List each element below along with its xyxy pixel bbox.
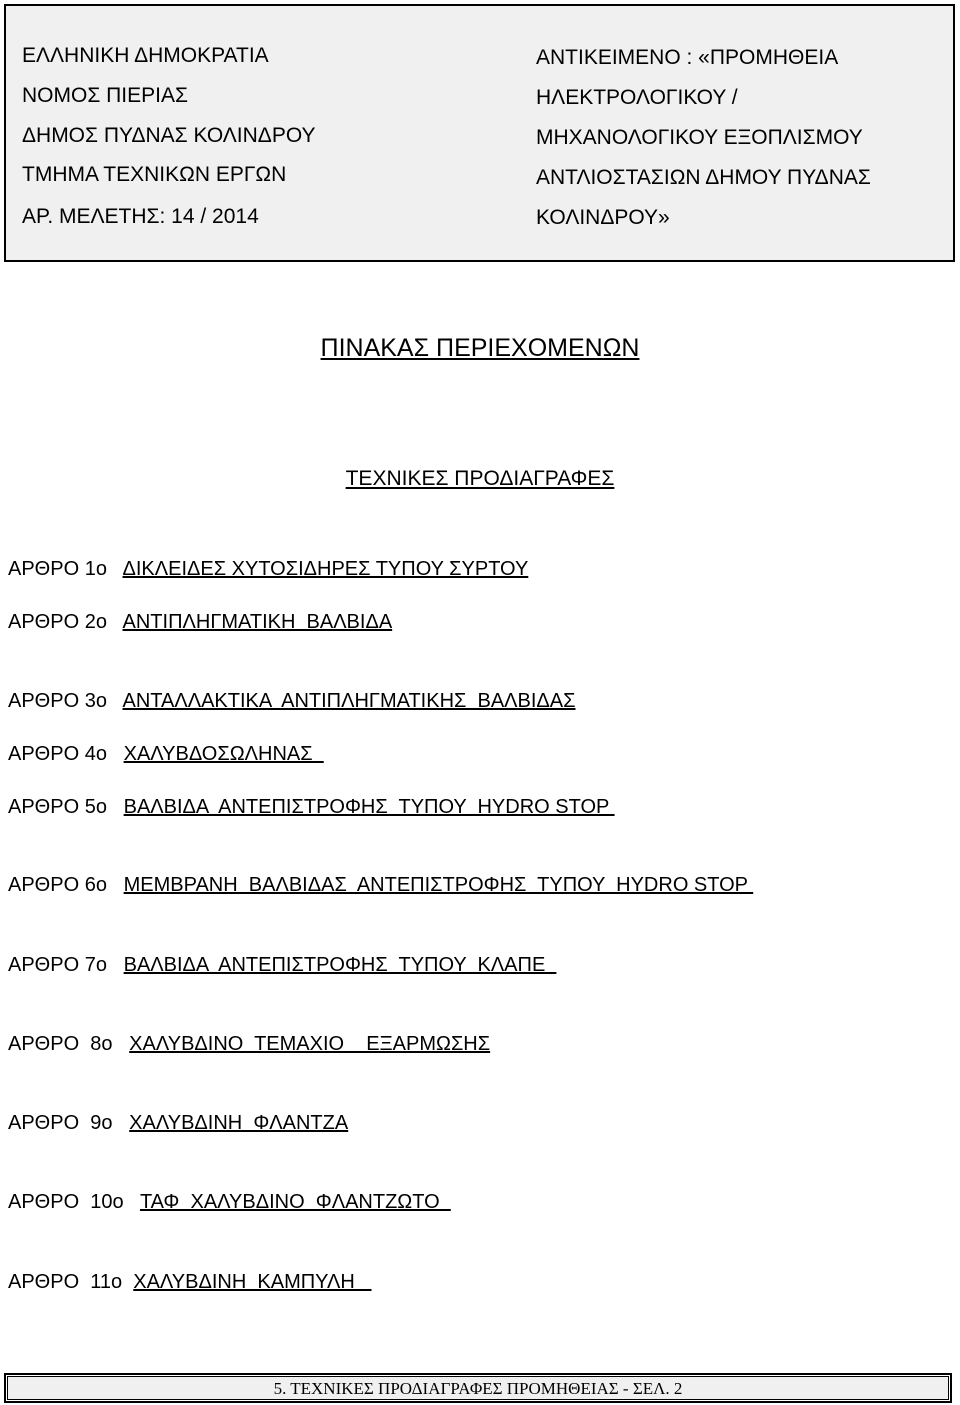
article-number: ΑΡΘΡΟ 5ο bbox=[8, 796, 124, 818]
article-row bbox=[8, 689, 576, 713]
article-number: ΑΡΘΡΟ 11ο bbox=[8, 1271, 134, 1293]
article-number: ΑΡΘΡΟ 9ο bbox=[8, 1112, 130, 1134]
article-number: ΑΡΘΡΟ 4ο bbox=[8, 743, 124, 765]
footer-text: 5. ΤΕΧΝΙΚΕΣ ΠΡΟΔΙΑΓΡΑΦΕΣ ΠΡΟΜΗΘΕΙΑΣ - ΣΕΛ. 2 bbox=[7, 1376, 949, 1400]
header-left-line: ΕΛΛΗΝΙΚΗ ΔΗΜΟΚΡΑΤΙΑ bbox=[22, 44, 269, 67]
article-title: ΒΑΛΒΙΔΑ ΑΝΤΕΠΙΣΤΡΟΦΗΣ ΤΥΠΟΥ HYDRO STOP bbox=[123, 796, 615, 818]
article-title: ΒΑΛΒΙΔΑ ΑΝΤΕΠΙΣΤΡΟΦΗΣ ΤΥΠΟΥ ΚΛΑΠΕ bbox=[123, 954, 557, 976]
header-left-line: ΑΡ. ΜΕΛΕΤΗΣ: 14 / 2014 bbox=[22, 205, 259, 228]
article-number: ΑΡΘΡΟ 6ο bbox=[8, 874, 124, 896]
section-subtitle: ΤΕΧΝΙΚΕΣ ΠΡΟΔΙΑΓΡΑΦΕΣ bbox=[345, 467, 615, 490]
article-row bbox=[8, 742, 324, 766]
article-number: ΑΡΘΡΟ 1ο bbox=[8, 558, 123, 580]
header-right-line: ΚΟΛΙΝΔΡΟΥ» bbox=[536, 206, 670, 229]
article-number: ΑΡΘΡΟ 3ο bbox=[8, 690, 123, 712]
page-title: ΠΙΝΑΚΑΣ ΠΕΡΙΕΧΟΜΕΝΩΝ bbox=[320, 334, 640, 362]
article-title: ΤΑΦ ΧΑΛΥΒΔΙΝΟ ΦΛΑΝΤΖΩΤΟ bbox=[139, 1191, 451, 1213]
article-row bbox=[8, 1111, 348, 1135]
header-left-line: ΔΗΜΟΣ ΠΥΔΝΑΣ ΚΟΛΙΝΔΡΟΥ bbox=[22, 124, 316, 147]
header-left-line: ΤΜΗΜΑ ΤΕΧΝΙΚΩΝ ΕΡΓΩΝ bbox=[22, 163, 287, 186]
article-title: ΔΙΚΛΕΙΔΕΣ ΧΥΤΟΣΙΔΗΡΕΣ ΤΥΠΟΥ ΣΥΡΤΟΥ bbox=[122, 558, 529, 580]
header-left-line: ΝΟΜΟΣ ΠΙΕΡΙΑΣ bbox=[22, 84, 188, 107]
article-title: ΧΑΛΥΒΔΙΝΗ ΦΛΑΝΤΖΑ bbox=[129, 1112, 349, 1134]
article-row bbox=[8, 953, 556, 977]
article-title: ΑΝΤΙΠΛΗΓΜΑΤΙΚΗ ΒΑΛΒΙΔΑ bbox=[122, 611, 393, 633]
article-row bbox=[8, 795, 615, 819]
article-title: ΑΝΤΑΛΛΑΚΤΙΚΑ ΑΝΤΙΠΛΗΓΜΑΤΙΚΗΣ ΒΑΛΒΙΔΑΣ bbox=[122, 690, 576, 712]
article-row bbox=[8, 557, 528, 581]
header-right-line: ΑΝΤΙΚΕΙΜΕΝΟ : «ΠΡΟΜΗΘΕΙΑ bbox=[536, 46, 839, 69]
article-row bbox=[8, 1190, 451, 1214]
article-number: ΑΡΘΡΟ 8ο bbox=[8, 1033, 130, 1055]
article-number: ΑΡΘΡΟ 10ο bbox=[8, 1191, 140, 1213]
article-number: ΑΡΘΡΟ 2ο bbox=[8, 611, 123, 633]
article-row bbox=[8, 873, 753, 897]
header-box bbox=[4, 4, 955, 262]
article-row bbox=[8, 1032, 490, 1056]
article-title: ΧΑΛΥΒΔΟΣΩΛΗΝΑΣ bbox=[123, 743, 324, 765]
header-right-line: ΑΝΤΛΙΟΣΤΑΣΙΩΝ ΔΗΜΟΥ ΠΥΔΝΑΣ bbox=[536, 166, 871, 189]
article-number: ΑΡΘΡΟ 7ο bbox=[8, 954, 124, 976]
article-title: ΜΕΜΒΡΑΝΗ ΒΑΛΒΙΔΑΣ ΑΝΤΕΠΙΣΤΡΟΦΗΣ ΤΥΠΟΥ HYDRO STOP bbox=[123, 874, 754, 896]
header-right-line: ΜΗΧΑΝΟΛΟΓΙΚΟΥ ΕΞΟΠΛΙΣΜΟΥ bbox=[536, 126, 863, 149]
article-title: ΧΑΛΥΒΔΙΝΗ ΚΑΜΠΥΛΗ bbox=[133, 1271, 372, 1293]
page-footer bbox=[4, 1373, 952, 1403]
header-right-line: ΗΛΕΚΤΡΟΛΟΓΙΚΟΥ / bbox=[536, 86, 738, 109]
article-title: ΧΑΛΥΒΔΙΝΟ ΤΕΜΑΧΙΟ ΕΞΑΡΜΩΣΗΣ bbox=[129, 1033, 491, 1055]
article-row bbox=[8, 1270, 372, 1294]
article-row bbox=[8, 610, 392, 634]
